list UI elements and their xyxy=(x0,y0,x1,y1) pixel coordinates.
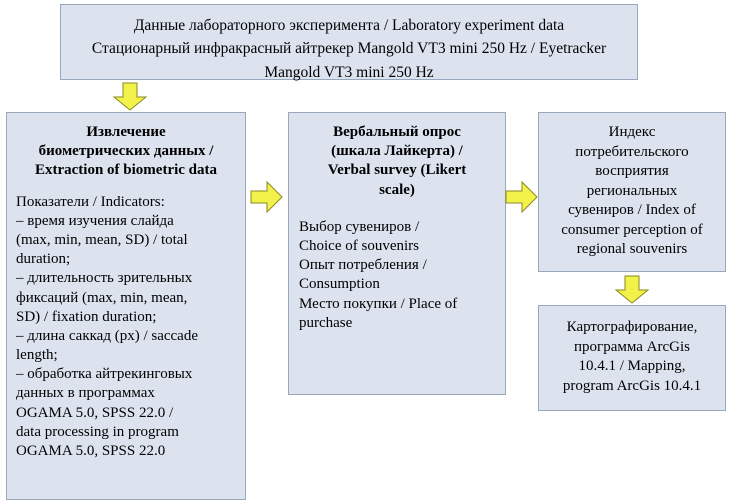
index-body-line-7: regional souvenirs xyxy=(576,241,688,257)
survey-title xyxy=(299,123,495,200)
survey-title-line-2: (шкала Лайкерта) / xyxy=(331,143,463,160)
survey-body-line-2: Choice of souvenirs xyxy=(299,237,419,254)
index-body-line-5: сувениров / Index of xyxy=(568,202,696,218)
extraction-body-line-11: данных в программах xyxy=(16,385,155,402)
survey-body xyxy=(299,218,495,333)
extraction-title xyxy=(16,123,236,181)
mapping-body-line-1: Картографирование, xyxy=(566,319,698,335)
mapping-body-line-3: 10.4.1 / Mapping, xyxy=(578,358,686,374)
survey-title-line-4: scale) xyxy=(379,181,415,198)
top-banner-line-2: Стационарный инфракрасный айтрекер Mangold VT3 mini 250 Hz / Eyetracker xyxy=(91,40,607,58)
top-banner-line-1: Данные лабораторного эксперимента / Laboratory experiment data xyxy=(133,17,565,34)
extraction-body-line-14: OGAMA 5.0, SPSS 22.0 xyxy=(16,443,166,459)
arrow-right-icon xyxy=(505,180,539,219)
extraction-body xyxy=(16,193,236,462)
extraction-body-line-6: фиксаций (max, min, mean, xyxy=(16,289,188,306)
extraction-body-line-4: duration; xyxy=(16,251,71,268)
extraction-body-line-10: – обработка айтрекинговых xyxy=(16,366,193,383)
index-body-line-4: региональных xyxy=(586,182,678,199)
index-body-line-3: восприятия xyxy=(595,163,669,179)
box-laboratory-experiment-data xyxy=(60,4,638,80)
survey-body-line-3: Опыт потребления / xyxy=(299,257,427,274)
mapping-body-line-4: program ArcGis 10.4.1 xyxy=(562,377,702,394)
top-banner-line-3: Mangold VT3 mini 250 Hz xyxy=(264,63,434,81)
survey-title-line-3: Verbal survey (Likert xyxy=(327,162,467,179)
extraction-title-line-2: биометрических данных / xyxy=(38,143,214,160)
extraction-body-line-2: – время изучения слайда xyxy=(16,212,174,229)
index-body-line-2: потребительского xyxy=(575,143,689,160)
survey-body-line-4: Consumption xyxy=(299,276,380,293)
index-body-line-6: consumer perception of xyxy=(561,221,703,238)
index-body xyxy=(547,123,717,260)
extraction-body-line-9: length; xyxy=(16,347,58,364)
extraction-body-line-1: Показатели / Indicators: xyxy=(16,193,165,210)
extraction-body-line-3: (max, min, mean, SD) / total xyxy=(16,231,188,248)
box-extraction-of-biometric-data xyxy=(6,112,246,500)
survey-body-line-5: Место покупки / Place of xyxy=(299,295,458,312)
extraction-body-line-12: OGAMA 5.0, SPSS 22.0 / xyxy=(16,404,174,421)
extraction-body-line-13: data processing in program xyxy=(16,423,179,440)
survey-title-line-1: Вербальный опрос xyxy=(333,124,461,140)
extraction-title-line-1: Извлечение xyxy=(86,124,166,140)
mapping-body-line-2: программа ArcGis xyxy=(574,338,690,355)
survey-body-line-1: Выбор сувениров / xyxy=(299,218,420,235)
extraction-title-line-3: Extraction of biometric data xyxy=(34,162,218,179)
mapping-body xyxy=(547,318,717,396)
box-verbal-survey xyxy=(288,112,506,395)
box-index-of-consumer-perception xyxy=(538,112,726,272)
extraction-body-line-7: SD) / fixation duration; xyxy=(16,308,157,325)
extraction-body-line-5: – длительность зрительных xyxy=(16,270,193,287)
index-body-line-1: Индекс xyxy=(608,124,656,140)
extraction-body-line-8: – длина саккад (px) / saccade xyxy=(16,327,198,344)
arrow-right-icon xyxy=(250,180,284,219)
survey-body-line-6: purchase xyxy=(299,314,353,331)
box-mapping-arcgis xyxy=(538,305,726,411)
